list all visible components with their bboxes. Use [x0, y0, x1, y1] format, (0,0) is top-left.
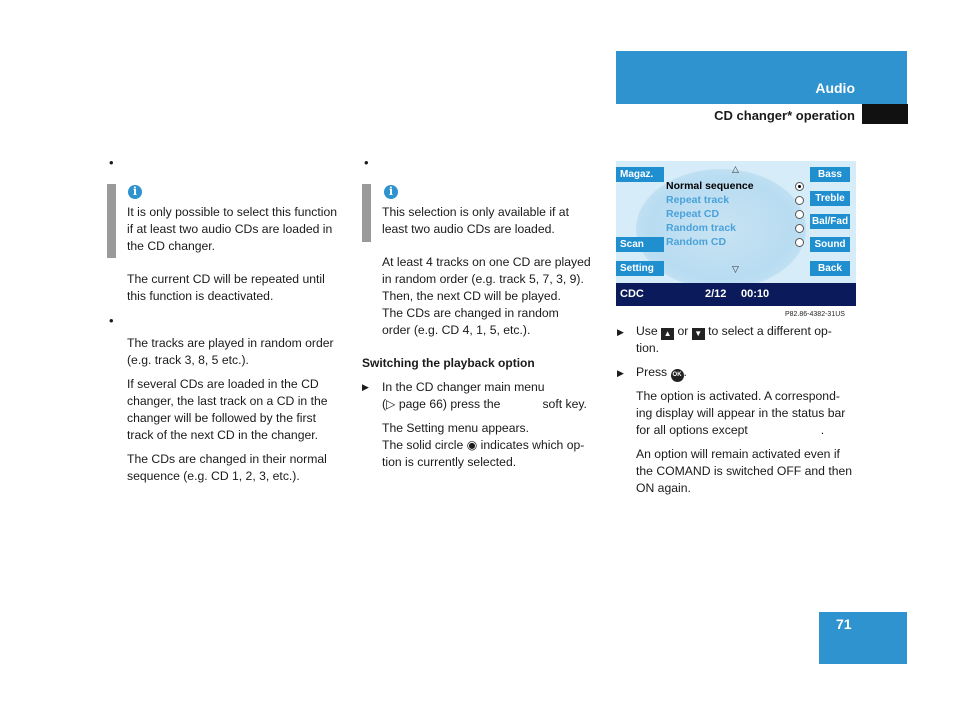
several-cds-text: If several CDs are loaded in the CD changer, the last track on a CD in the changer will be followed by the first track of the next CD in the changer.	[127, 377, 328, 442]
bullet: •	[109, 313, 114, 328]
page-number-box	[819, 612, 907, 664]
status-source: CDC	[620, 288, 644, 300]
back-softkey[interactable]: Back	[810, 261, 850, 276]
section-title: Audio	[815, 80, 855, 96]
treble-softkey[interactable]: Treble	[810, 191, 850, 206]
use-keys-text: Use ▲ or ▼ to select a different op- tion.	[636, 324, 832, 355]
setting-menu-screen	[616, 161, 856, 306]
press-text: Press OK .	[636, 364, 687, 382]
up-key-icon: ▲	[661, 328, 674, 340]
step-arrow: ▶	[617, 368, 624, 378]
info-icon: i	[128, 185, 142, 199]
scroll-up-icon: △	[732, 164, 739, 174]
radio-empty-icon	[795, 196, 804, 205]
note-bar	[107, 184, 116, 258]
ok-button-icon: OK	[671, 369, 684, 382]
random-cd-text: At least 4 tracks on one CD are played in random order (e.g. track 5, 7, 3, 9). Then, the next CD will be played. The CDs are changed in random order (e.g. CD 4, 1, 5, etc.).	[382, 255, 591, 337]
page-number: 71	[836, 616, 852, 632]
option-random-cd[interactable]: Random CD	[666, 236, 727, 248]
step-text: In the CD changer main menu (▷ page 66) press the soft key.	[382, 380, 587, 411]
section-tab-marker	[862, 104, 908, 124]
down-key-icon: ▼	[692, 328, 705, 340]
note-text: This selection is only available if at least two audio CDs are loaded.	[382, 205, 569, 236]
status-track: 2/12	[705, 288, 727, 300]
step-arrow: ▶	[362, 382, 369, 392]
magaz-softkey[interactable]: Magaz.	[616, 167, 664, 182]
scan-softkey[interactable]: Scan	[616, 237, 664, 252]
radio-empty-icon	[795, 224, 804, 233]
note-bar	[362, 184, 371, 242]
status-bar	[616, 283, 856, 306]
option-normal-sequence[interactable]: Normal sequence	[666, 180, 754, 192]
header-bar	[616, 51, 907, 104]
info-icon: i	[384, 185, 398, 199]
bal-fad-softkey[interactable]: Bal/Fad	[811, 216, 849, 227]
option-random-track[interactable]: Random track	[666, 222, 737, 234]
scroll-down-icon: ▽	[732, 264, 739, 274]
option-repeat-cd[interactable]: Repeat CD	[666, 208, 720, 220]
repeat-text: The current CD will be repeated until this function is deactivated.	[127, 272, 325, 303]
sound-softkey[interactable]: Sound	[810, 237, 850, 252]
radio-empty-icon	[795, 238, 804, 247]
figure-caption: P82.86-4382-31US	[785, 311, 845, 318]
radio-selected-icon	[795, 182, 804, 191]
subsection-title: CD changer* operation	[714, 108, 855, 123]
normal-sequence-text: The CDs are changed in their normal sequence (e.g. CD 1, 2, 3, etc.).	[127, 452, 327, 483]
bass-softkey[interactable]: Bass	[810, 167, 850, 182]
radio-empty-icon	[795, 210, 804, 219]
section-heading: Switching the playback option	[362, 356, 535, 370]
random-track-text: The tracks are played in random order (e.g. track 3, 8, 5 etc.).	[127, 336, 334, 367]
option-repeat-track[interactable]: Repeat track	[666, 194, 730, 206]
step-result: The Setting menu appears. The solid circle ◉ indicates which op- tion is currently selected.	[382, 421, 585, 469]
remains-text: An option will remain activated even if the COMAND is switched OFF and then ON again.	[636, 447, 853, 495]
setting-softkey[interactable]: Setting	[616, 261, 664, 276]
bullet: •	[364, 155, 369, 170]
status-time: 00:10	[741, 288, 770, 300]
note-text: It is only possible to select this function if at least two audio CDs are loaded in the CD changer.	[127, 205, 338, 253]
bullet: •	[109, 155, 114, 170]
activated-text: The option is activated. A correspond- ing display will appear in the status bar for all options except .	[636, 389, 846, 437]
step-arrow: ▶	[617, 327, 624, 337]
